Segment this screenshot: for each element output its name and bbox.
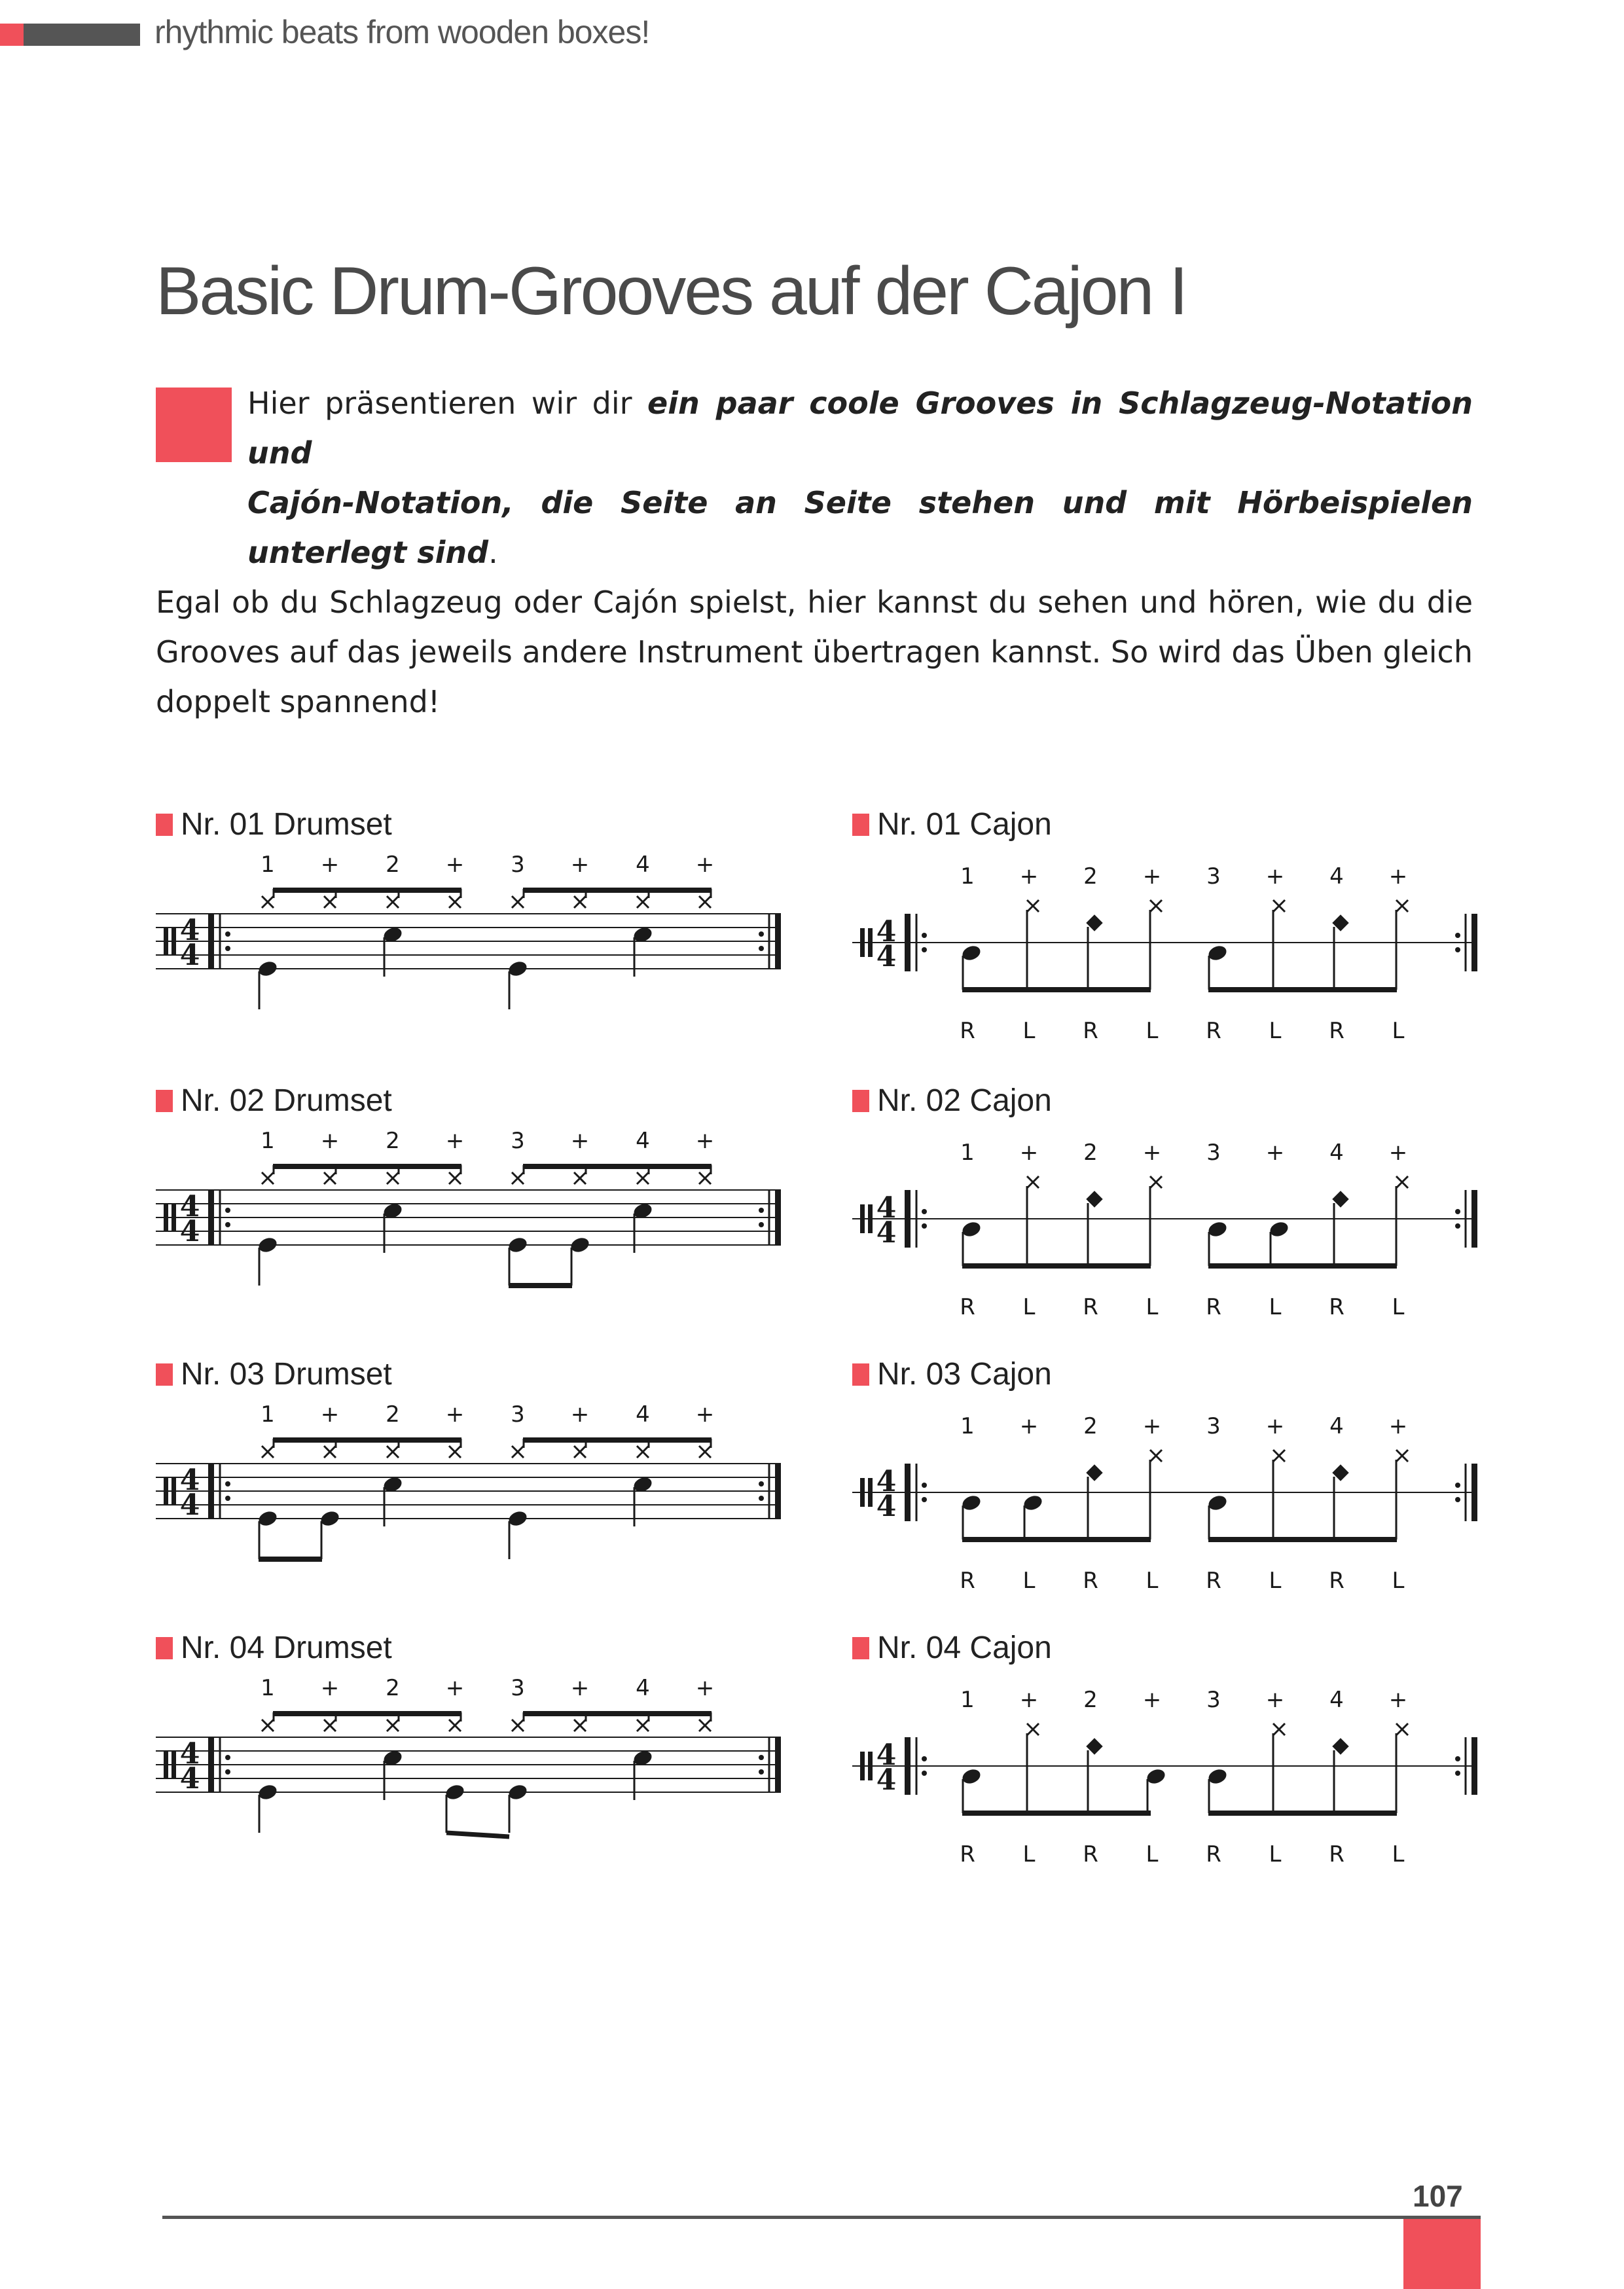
count-label: 1 [960, 1687, 975, 1713]
note-beam [1208, 987, 1397, 992]
percussion-clef-bar [868, 1478, 873, 1507]
sticking-label: R [1329, 1294, 1344, 1320]
sticking-label: L [1392, 1841, 1405, 1867]
count-label: + [1019, 1413, 1039, 1439]
time-signature-denominator: 4 [876, 940, 897, 973]
intro-rest: Egal ob du Schlagzeug oder Cajón spielst, hier kannst du sehen und hören, wie du die Grooves auf das jeweils andere Instrument übertragen kannst. So wird das Üben gleich doppelt spannend! [156, 585, 1473, 719]
repeat-dot [759, 1481, 764, 1487]
percussion-clef-bar [171, 927, 176, 956]
footer-rule [162, 2216, 1481, 2219]
repeat-end-thick-bar [1471, 1190, 1477, 1248]
count-label: 4 [1329, 1140, 1344, 1166]
page-number: 107 [1413, 2179, 1463, 2213]
time-signature-numerator: 4 [876, 1739, 897, 1772]
percussion-clef-bar [860, 1752, 865, 1780]
repeat-dot [1455, 1497, 1460, 1502]
count-label: + [570, 1675, 590, 1701]
intro-line1-bold: ein paar coole Grooves in Schlagzeug-Notation und [247, 386, 1473, 471]
count-label: 1 [261, 1675, 275, 1701]
percussion-clef-bar [171, 1750, 176, 1779]
cajon-example-title: Nr. 02 Cajon [852, 1083, 1052, 1119]
repeat-end-thick-bar [1471, 1464, 1477, 1521]
repeat-dot [225, 1496, 230, 1501]
drumset-example-title: Nr. 02 Drumset [156, 1083, 392, 1119]
sticking-label: L [1022, 1841, 1036, 1867]
count-label: + [1019, 1140, 1039, 1166]
repeat-dot [922, 1771, 927, 1776]
time-signature-numerator: 4 [179, 1737, 200, 1771]
repeat-start-thick-bar [905, 1190, 911, 1248]
repeat-start-thick-bar [905, 1464, 911, 1521]
intro-line1-plain: Hier präsentieren wir dir [247, 386, 648, 421]
sticking-label: R [1206, 1568, 1221, 1594]
repeat-dot [225, 1222, 230, 1227]
percussion-clef-bar [868, 928, 873, 957]
cajon-staff [852, 1122, 1487, 1331]
intro-line2-bold: Cajón-Notation, die Seite an Seite stehen und mit Hörbeispielen unterlegt sind [247, 485, 1473, 570]
sticking-label: L [1146, 1841, 1159, 1867]
count-label: + [1265, 1140, 1285, 1166]
percussion-clef-bar [860, 1478, 865, 1507]
count-label: + [445, 1401, 465, 1428]
count-label: 1 [960, 863, 975, 890]
sticking-label: L [1392, 1018, 1405, 1044]
note-beam [273, 888, 461, 893]
note-beam [273, 1164, 461, 1169]
time-signature-numerator: 4 [179, 914, 200, 947]
sticking-label: R [1083, 1018, 1098, 1044]
percussion-clef-bar [164, 1203, 168, 1232]
repeat-dot [1455, 1483, 1460, 1488]
sticking-label: R [960, 1841, 975, 1867]
count-label: 2 [1083, 1140, 1098, 1166]
repeat-dot [1455, 1756, 1460, 1761]
repeat-end-thick-bar [775, 1737, 781, 1792]
repeat-dot [759, 1222, 764, 1227]
percussion-clef-bar [164, 1750, 168, 1779]
count-label: 2 [386, 1128, 400, 1154]
intro-line2-tail: . [488, 535, 498, 570]
repeat-start-thick-bar [208, 1190, 214, 1245]
repeat-dot [759, 1769, 764, 1775]
cajon-staff [852, 1669, 1487, 1879]
sticking-label: L [1146, 1018, 1159, 1044]
percussion-clef-bar [171, 1203, 176, 1232]
percussion-clef-bar [860, 928, 865, 957]
sticking-label: R [960, 1294, 975, 1320]
count-label: 2 [1083, 1687, 1098, 1713]
time-signature-denominator: 4 [876, 1216, 897, 1250]
count-label: + [1388, 1140, 1408, 1166]
count-label: + [570, 1401, 590, 1428]
page-title: Basic Drum-Grooves auf der Cajon I [156, 253, 1187, 329]
repeat-dot [922, 1483, 927, 1488]
count-label: 2 [386, 1675, 400, 1701]
time-signature-numerator: 4 [179, 1190, 200, 1223]
drumset-staff [156, 846, 791, 1042]
count-label: + [1265, 863, 1285, 890]
count-label: 4 [636, 852, 650, 878]
repeat-dot [759, 1496, 764, 1501]
cajon-staff [852, 1396, 1487, 1605]
count-label: + [320, 1128, 340, 1154]
count-label: 4 [636, 1128, 650, 1154]
note-beam [446, 1833, 509, 1837]
count-label: 1 [960, 1140, 975, 1166]
time-signature-denominator: 4 [876, 1490, 897, 1523]
repeat-dot [922, 947, 927, 952]
sticking-label: L [1146, 1294, 1159, 1320]
note-beam [962, 987, 1151, 992]
footer-red-block [1403, 2219, 1481, 2289]
count-label: 1 [261, 1128, 275, 1154]
cajon-example-title: Nr. 01 Cajon [852, 806, 1052, 842]
drumset-staff [156, 1396, 791, 1592]
repeat-dot [225, 946, 230, 951]
note-beam [273, 1711, 461, 1716]
note-beam [523, 1711, 712, 1716]
count-label: 2 [1083, 863, 1098, 890]
sticking-label: R [960, 1018, 975, 1044]
repeat-end-thick-bar [1471, 914, 1477, 971]
sticking-label: R [1206, 1294, 1221, 1320]
note-beam [509, 1283, 572, 1288]
count-label: 4 [636, 1401, 650, 1428]
count-label: + [570, 852, 590, 878]
count-label: + [445, 1675, 465, 1701]
repeat-end-thick-bar [775, 914, 781, 969]
note-beam [523, 1164, 712, 1169]
running-title: rhythmic beats from wooden boxes! [154, 14, 650, 50]
count-label: 2 [386, 852, 400, 878]
repeat-dot [759, 946, 764, 951]
sticking-label: L [1392, 1568, 1405, 1594]
percussion-clef-bar [171, 1477, 176, 1505]
section-marker [852, 1090, 869, 1112]
repeat-dot [759, 1755, 764, 1760]
note-beam [523, 1437, 712, 1443]
section-marker [156, 814, 173, 836]
header-red-bar [0, 24, 24, 46]
count-label: 3 [1206, 1140, 1221, 1166]
drumset-staff [156, 1122, 791, 1318]
percussion-clef-bar [868, 1752, 873, 1780]
sticking-label: L [1022, 1568, 1036, 1594]
time-signature-numerator: 4 [179, 1464, 200, 1497]
repeat-dot [225, 1208, 230, 1213]
repeat-dot [225, 1481, 230, 1487]
count-label: + [1142, 863, 1162, 890]
count-label: 3 [511, 852, 525, 878]
sticking-label: L [1269, 1018, 1282, 1044]
count-label: 3 [511, 1128, 525, 1154]
count-label: + [695, 1128, 715, 1154]
count-label: 4 [636, 1675, 650, 1701]
repeat-start-thick-bar [905, 1737, 911, 1795]
note-beam [962, 1263, 1151, 1269]
sticking-label: R [1083, 1294, 1098, 1320]
note-beam [273, 1437, 461, 1443]
cajon-example-title: Nr. 03 Cajon [852, 1356, 1052, 1392]
sticking-label: L [1146, 1568, 1159, 1594]
repeat-dot [1455, 1771, 1460, 1776]
section-marker [156, 1090, 173, 1112]
count-label: 1 [261, 1401, 275, 1428]
time-signature-denominator: 4 [179, 939, 200, 972]
count-label: + [320, 1401, 340, 1428]
section-marker [852, 1637, 869, 1659]
count-label: 3 [1206, 1413, 1221, 1439]
count-label: 4 [1329, 1687, 1344, 1713]
cajon-example-title: Nr. 04 Cajon [852, 1630, 1052, 1666]
count-label: + [320, 1675, 340, 1701]
repeat-dot [922, 1209, 927, 1214]
sticking-label: R [960, 1568, 975, 1594]
repeat-dot [225, 1755, 230, 1760]
percussion-clef-bar [860, 1204, 865, 1233]
count-label: 1 [960, 1413, 975, 1439]
time-signature-numerator: 4 [876, 1191, 897, 1225]
note-beam [962, 1537, 1151, 1542]
count-label: 1 [261, 852, 275, 878]
count-label: 2 [1083, 1413, 1098, 1439]
time-signature-denominator: 4 [876, 1763, 897, 1797]
note-beam [523, 888, 712, 893]
sticking-label: L [1269, 1568, 1282, 1594]
sticking-label: R [1206, 1018, 1221, 1044]
repeat-start-thick-bar [905, 914, 911, 971]
sticking-label: R [1329, 1018, 1344, 1044]
percussion-clef-bar [164, 1477, 168, 1505]
sticking-label: L [1022, 1294, 1036, 1320]
time-signature-numerator: 4 [876, 915, 897, 948]
sticking-label: R [1206, 1841, 1221, 1867]
sticking-label: R [1329, 1841, 1344, 1867]
count-label: + [320, 852, 340, 878]
count-label: + [695, 1401, 715, 1428]
repeat-dot [759, 1208, 764, 1213]
section-marker [156, 1637, 173, 1659]
count-label: 4 [1329, 863, 1344, 890]
time-signature-denominator: 4 [179, 1488, 200, 1522]
count-label: + [1142, 1140, 1162, 1166]
repeat-end-thick-bar [775, 1464, 781, 1519]
repeat-start-thick-bar [208, 1464, 214, 1519]
sticking-label: L [1269, 1841, 1282, 1867]
count-label: + [1388, 863, 1408, 890]
repeat-end-thick-bar [775, 1190, 781, 1245]
sticking-label: R [1083, 1568, 1098, 1594]
count-label: + [1265, 1413, 1285, 1439]
count-label: 3 [1206, 863, 1221, 890]
drumset-example-title: Nr. 03 Drumset [156, 1356, 392, 1392]
note-beam [1208, 1263, 1397, 1269]
sticking-label: L [1022, 1018, 1036, 1044]
sticking-label: R [1329, 1568, 1344, 1594]
repeat-start-thick-bar [208, 1737, 214, 1792]
note-beam [962, 1811, 1151, 1816]
note-beam [1208, 1811, 1397, 1816]
sticking-label: L [1269, 1294, 1282, 1320]
sticking-label: L [1392, 1294, 1405, 1320]
repeat-end-thick-bar [1471, 1737, 1477, 1795]
repeat-dot [1455, 947, 1460, 952]
time-signature-numerator: 4 [876, 1465, 897, 1498]
count-label: 3 [511, 1675, 525, 1701]
count-label: + [1388, 1413, 1408, 1439]
section-marker [852, 1363, 869, 1386]
count-label: + [1388, 1687, 1408, 1713]
count-label: 3 [511, 1401, 525, 1428]
count-label: + [1142, 1413, 1162, 1439]
time-signature-denominator: 4 [179, 1762, 200, 1795]
count-label: 3 [1206, 1687, 1221, 1713]
section-marker [852, 814, 869, 836]
repeat-start-thick-bar [208, 914, 214, 969]
repeat-dot [922, 933, 927, 938]
count-label: + [570, 1128, 590, 1154]
sticking-label: R [1083, 1841, 1098, 1867]
note-beam [259, 1557, 322, 1562]
percussion-clef-bar [164, 927, 168, 956]
count-label: + [445, 1128, 465, 1154]
count-label: 4 [1329, 1413, 1344, 1439]
drumset-example-title: Nr. 04 Drumset [156, 1630, 392, 1666]
repeat-dot [922, 1497, 927, 1502]
count-label: + [695, 852, 715, 878]
repeat-dot [225, 1769, 230, 1775]
header-gray-bar [24, 24, 140, 46]
repeat-dot [1455, 1209, 1460, 1214]
count-label: 2 [386, 1401, 400, 1428]
repeat-dot [922, 1223, 927, 1229]
intro-paragraph [156, 378, 1473, 727]
drumset-example-title: Nr. 01 Drumset [156, 806, 392, 842]
count-label: + [695, 1675, 715, 1701]
note-beam [1208, 1537, 1397, 1542]
repeat-dot [1455, 1223, 1460, 1229]
drumset-staff [156, 1669, 791, 1865]
repeat-dot [225, 931, 230, 937]
count-label: + [1019, 1687, 1039, 1713]
count-label: + [445, 852, 465, 878]
repeat-dot [1455, 933, 1460, 938]
time-signature-denominator: 4 [179, 1215, 200, 1248]
percussion-clef-bar [868, 1204, 873, 1233]
repeat-dot [759, 931, 764, 937]
count-label: + [1265, 1687, 1285, 1713]
count-label: + [1142, 1687, 1162, 1713]
cajon-staff [852, 846, 1487, 1055]
section-marker [156, 1363, 173, 1386]
repeat-dot [922, 1756, 927, 1761]
count-label: + [1019, 863, 1039, 890]
